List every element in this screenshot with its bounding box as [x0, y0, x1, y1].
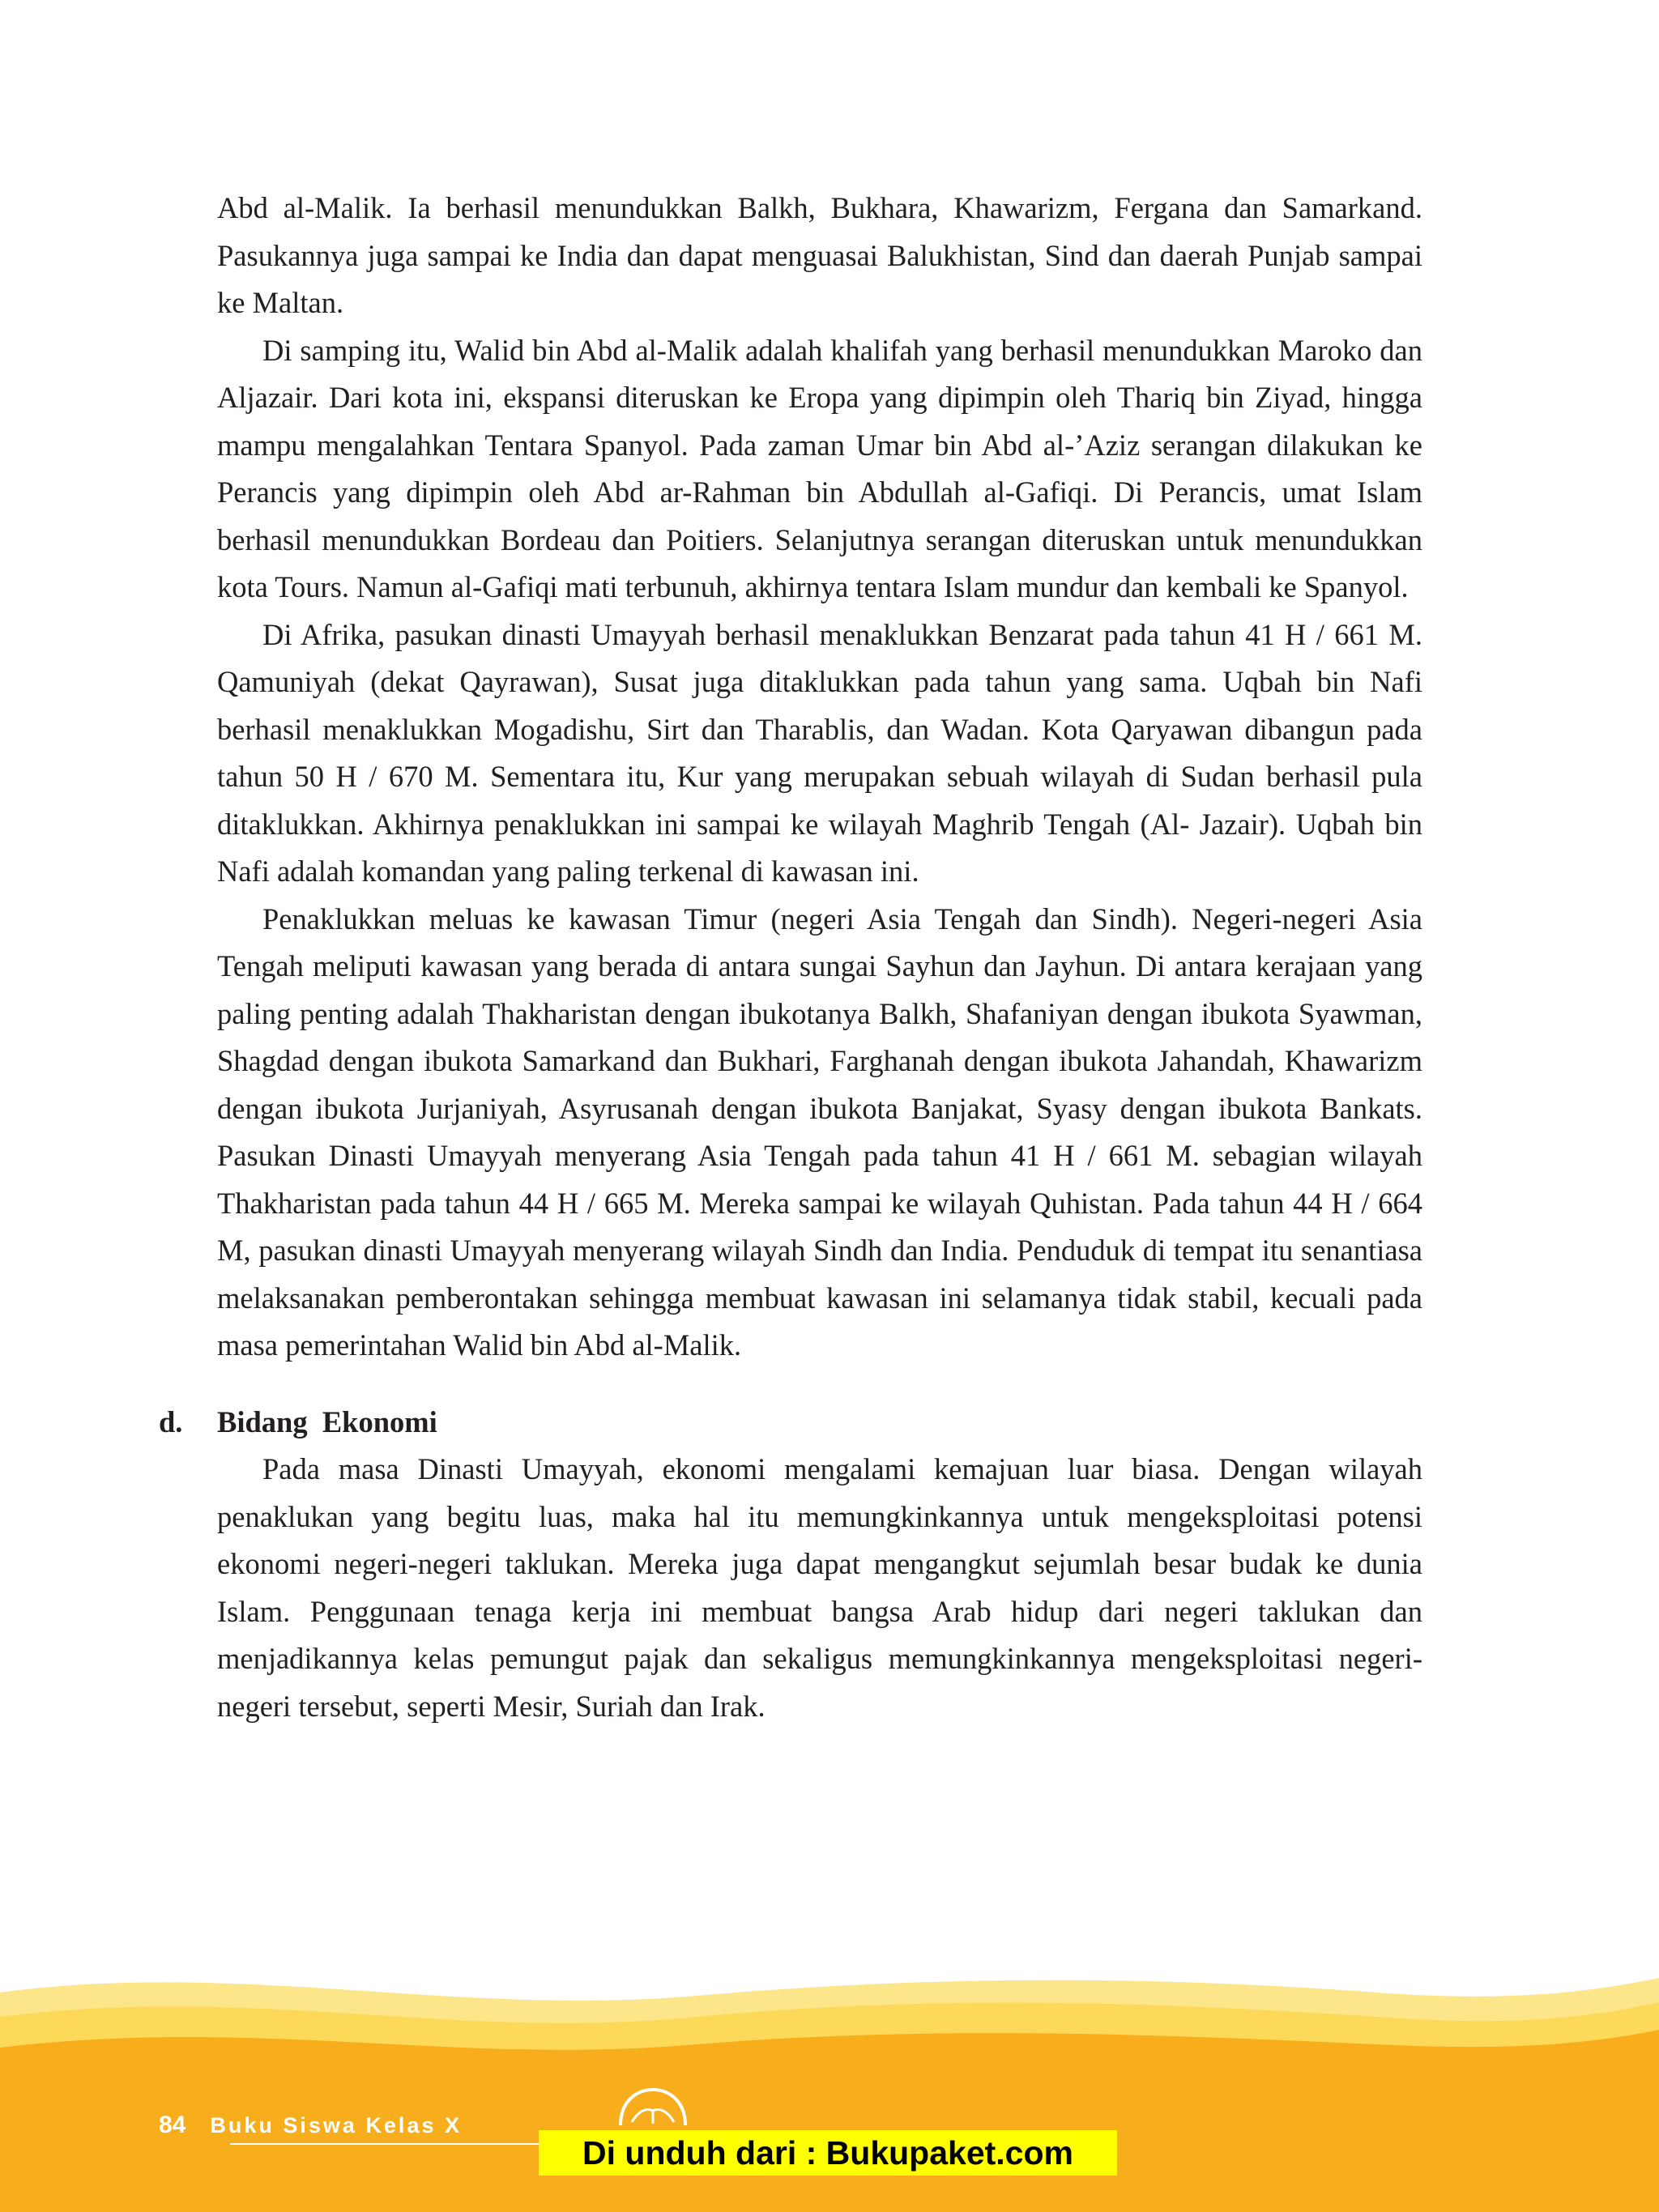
section-letter: d. — [159, 1404, 183, 1438]
footer — [159, 2106, 462, 2145]
book-emblem-icon — [614, 2086, 692, 2127]
body-text — [159, 185, 1422, 1730]
paragraph: Penaklukkan meluas ke kawasan Timur (negeri Asia Tengah dan Sindh). Negeri-negeri Asia Tengah meliputi kawasan yang berada di antara sungai Sayhun dan Jayhun. Di antara kerajaan yang paling penting adalah Thakharistan dengan ibukotanya Balkh, Shafaniyan dengan ibukota Syawman, Shagdad dengan ibukota Samarkand dan Bukhari, Farghanah dengan ibukota Jahandah, Khawarizm dengan ibukota Jurjaniyah, Asyrusanah dengan ibukota Banjakat, Syasy dengan ibukota Bankats. Pasukan Dinasti Umayyah menyerang Asia Tengah pada tahun 41 H / 661 M. sebagian wilayah Thakharistan pada tahun 44 H / 665 M. Mereka sampai ke wilayah Quhistan. Pada tahun 44 H / 664 M, pasukan dinasti Umayyah menyerang wilayah Sindh dan India. Penduduk di tempat itu senantiasa melaksanakan pemberontakan sehingga membuat kawasan ini selamanya tidak stabil, kecuali pada masa pemerintahan Walid bin Abd al-Malik. — [217, 901, 1422, 1362]
section-heading — [159, 1399, 1422, 1447]
paragraph: Abd al-Malik. Ia berhasil menundukkan Balkh, Bukhara, Khawarizm, Fergana dan Samarkand. Pasukannya juga sampai ke India dan dapat menguasai Balukhistan, Sind dan daerah Punjab sampai ke Maltan. — [217, 191, 1422, 319]
section-title: Bidang Ekonomi — [217, 1404, 437, 1438]
download-banner[interactable]: Di unduh dari : Bukupaket.com — [539, 2130, 1117, 2176]
page-number: 84 — [159, 2112, 186, 2138]
section-paragraph: Pada masa Dinasti Umayyah, ekonomi mengalami kemajuan luar biasa. Dengan wilayah penaklukan yang begitu luas, maka hal itu memungkinkannya untuk mengeksploitasi potensi ekonomi negeri-negeri taklukan. Mereka juga dapat mengangkut sejumlah besar budak ke dunia Islam. Penggunaan tenaga kerja ini membuat bangsa Arab hidup dari negeri taklukan dan menjadikannya kelas pemungut pajak dan sekaligus memungkinkannya mengeksploitasi negeri- negeri tersebut, seperti Mesir, Suriah dan Irak. — [217, 1452, 1422, 1723]
paragraph: Di Afrika, pasukan dinasti Umayyah berhasil menaklukkan Benzarat pada tahun 41 H / 661 M. Qamuniyah (dekat Qayrawan), Susat juga ditaklukkan pada tahun yang sama. Uqbah bin Nafi berhasil menaklukkan Mogadishu, Sirt dan Tharablis, dan Wadan. Kota Qaryawan dibangun pada tahun 50 H / 670 M. Sementara itu, Kur yang merupakan sebuah wilayah di Sudan berhasil pula ditaklukkan. Akhirnya penaklukkan ini sampai ke wilayah Maghrib Tengah (Al- Jazair). Uqbah bin Nafi adalah komandan yang paling terkenal di kawasan ini. — [217, 617, 1422, 888]
paragraph: Di samping itu, Walid bin Abd al-Malik adalah khalifah yang berhasil menundukkan Maroko dan Aljazair. Dari kota ini, ekspansi diteruskan ke Eropa yang dipimpin oleh Thariq bin Ziyad, hingga mampu mengalahkan Tentara Spanyol. Pada zaman Umar bin Abd al-’Aziz serangan dilakukan ke Perancis yang dipimpin oleh Abd ar-Rahman bin Abdullah al-Gafiqi. Di Perancis, umat Islam berhasil menundukkan Bordeau dan Poitiers. Selanjutnya serangan diteruskan untuk menundukkan kota Tours. Namun al-Gafiqi mati terbunuh, akhirnya tentara Islam mundur dan kembali ke Spanyol. — [217, 333, 1422, 603]
book-title: Buku Siswa Kelas X — [210, 2112, 462, 2137]
